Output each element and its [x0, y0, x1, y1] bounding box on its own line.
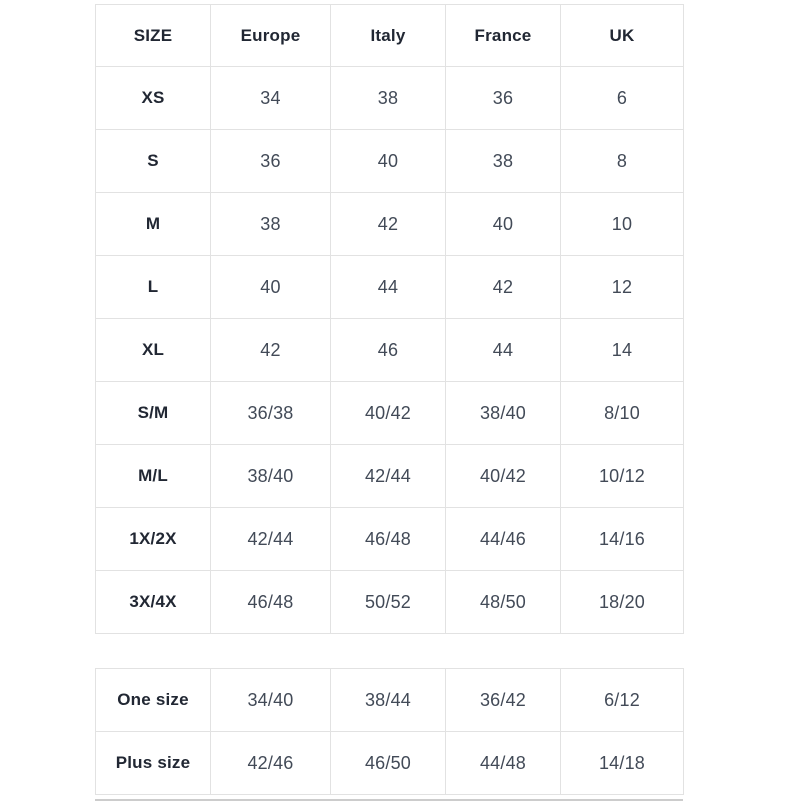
size-value-cell: 14/16	[561, 508, 684, 571]
table-row	[96, 193, 684, 256]
size-value-cell: 40	[446, 193, 561, 256]
size-value-cell: 36	[446, 67, 561, 130]
size-value-cell: 38	[446, 130, 561, 193]
size-label-cell: S/M	[96, 382, 211, 445]
column-header-europe: Europe	[211, 5, 331, 67]
table-row	[96, 669, 684, 732]
size-conversion-chart	[95, 4, 683, 801]
size-value-cell: 40	[331, 130, 446, 193]
size-value-cell: 46/48	[211, 571, 331, 634]
size-value-cell: 36/38	[211, 382, 331, 445]
table-row	[96, 571, 684, 634]
size-label-cell: M	[96, 193, 211, 256]
size-label-cell: XS	[96, 67, 211, 130]
size-value-cell: 40/42	[446, 445, 561, 508]
table-row	[96, 319, 684, 382]
table-row	[96, 445, 684, 508]
size-conversion-table-main	[95, 4, 684, 634]
size-value-cell: 38/44	[331, 669, 446, 732]
size-value-cell: 8	[561, 130, 684, 193]
size-value-cell: 34/40	[211, 669, 331, 732]
size-value-cell: 38	[211, 193, 331, 256]
size-value-cell: 12	[561, 256, 684, 319]
size-value-cell: 46	[331, 319, 446, 382]
size-value-cell: 40	[211, 256, 331, 319]
size-value-cell: 38	[331, 67, 446, 130]
size-label-cell: Plus size	[96, 732, 211, 795]
size-value-cell: 36	[211, 130, 331, 193]
column-header-france: France	[446, 5, 561, 67]
size-value-cell: 14/18	[561, 732, 684, 795]
size-value-cell: 40/42	[331, 382, 446, 445]
size-label-cell: XL	[96, 319, 211, 382]
size-value-cell: 36/42	[446, 669, 561, 732]
size-value-cell: 6/12	[561, 669, 684, 732]
size-value-cell: 42/46	[211, 732, 331, 795]
table-row	[96, 256, 684, 319]
table-row	[96, 67, 684, 130]
size-label-cell: 3X/4X	[96, 571, 211, 634]
size-value-cell: 46/50	[331, 732, 446, 795]
table-row	[96, 732, 684, 795]
column-header-italy: Italy	[331, 5, 446, 67]
size-value-cell: 42	[331, 193, 446, 256]
size-value-cell: 6	[561, 67, 684, 130]
size-value-cell: 38/40	[446, 382, 561, 445]
table-row	[96, 382, 684, 445]
size-label-cell: M/L	[96, 445, 211, 508]
size-value-cell: 44/46	[446, 508, 561, 571]
column-header-uk: UK	[561, 5, 684, 67]
size-value-cell: 18/20	[561, 571, 684, 634]
size-value-cell: 14	[561, 319, 684, 382]
size-value-cell: 42/44	[331, 445, 446, 508]
size-label-cell: L	[96, 256, 211, 319]
size-label-cell: One size	[96, 669, 211, 732]
column-header-size: SIZE	[96, 5, 211, 67]
size-label-cell: 1X/2X	[96, 508, 211, 571]
size-value-cell: 42	[211, 319, 331, 382]
size-value-cell: 44	[446, 319, 561, 382]
size-value-cell: 10/12	[561, 445, 684, 508]
size-value-cell: 44	[331, 256, 446, 319]
size-value-cell: 48/50	[446, 571, 561, 634]
table-header-row	[96, 5, 684, 67]
size-value-cell: 8/10	[561, 382, 684, 445]
size-value-cell: 42	[446, 256, 561, 319]
size-conversion-table-secondary	[95, 668, 684, 795]
size-label-cell: S	[96, 130, 211, 193]
size-value-cell: 34	[211, 67, 331, 130]
size-value-cell: 46/48	[331, 508, 446, 571]
size-value-cell: 10	[561, 193, 684, 256]
size-value-cell: 50/52	[331, 571, 446, 634]
table-row	[96, 130, 684, 193]
size-value-cell: 38/40	[211, 445, 331, 508]
size-value-cell: 44/48	[446, 732, 561, 795]
table-row	[96, 508, 684, 571]
size-value-cell: 42/44	[211, 508, 331, 571]
